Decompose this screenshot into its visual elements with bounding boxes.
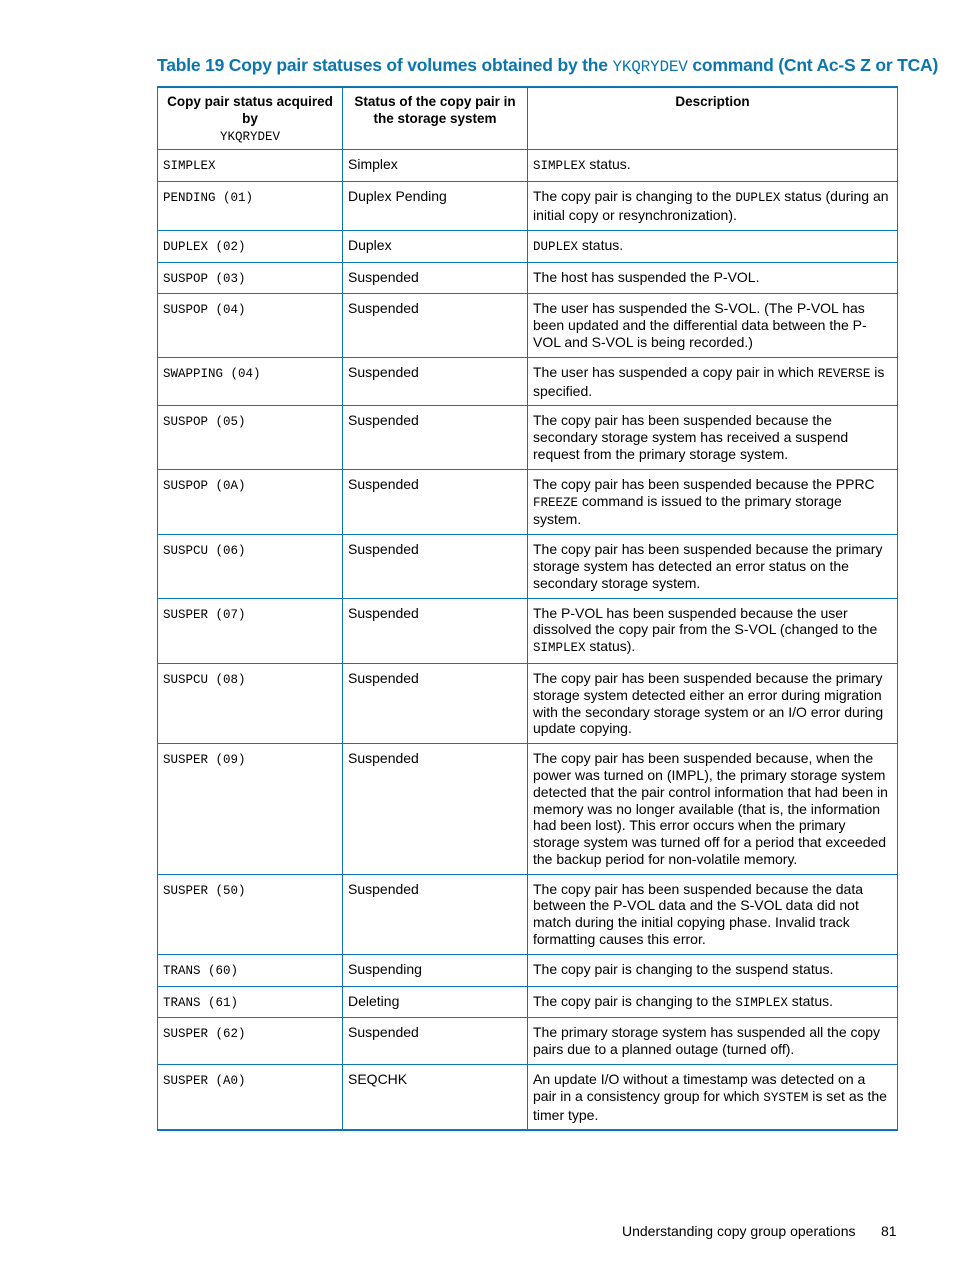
cell-storage-status: Duplex Pending: [343, 182, 528, 231]
description-text: The copy pair has been suspended because the data between the P-VOL data and the S-VOL data did not match during the initial copying phase. Invalid track formatting causes this error.: [533, 880, 864, 948]
cell-acquired-status: SUSPCU (06): [158, 535, 343, 598]
table-row: [158, 357, 898, 406]
description-text: is set as the timer type.: [533, 1087, 887, 1123]
description-code: SYSTEM: [763, 1090, 809, 1105]
description-text: status (during an initial copy or resynchronization).: [533, 188, 889, 223]
cell-description: [528, 874, 898, 954]
caption-suffix: command (Cnt Ac-S Z or TCA): [687, 55, 939, 75]
description-code: SIMPLEX: [533, 159, 586, 174]
table-row: [158, 406, 898, 469]
table-row: [158, 262, 898, 294]
header-acquired-status-code: YKQRYDEV: [219, 129, 280, 144]
cell-acquired-status: SUSPER (50): [158, 874, 343, 954]
cell-storage-status: Deleting: [343, 986, 528, 1018]
description-code: DUPLEX: [533, 239, 579, 254]
page-number: 81: [881, 1223, 897, 1239]
description-code: SIMPLEX: [533, 641, 586, 656]
cell-description: [528, 954, 898, 986]
description-text: The copy pair has been suspended because the primary storage system detected either an error during migration with the secondary storage system or an I/O error during update copying.: [533, 669, 884, 737]
header-storage-status: Status of the copy pair in the storage system: [343, 87, 528, 150]
cell-description: [528, 535, 898, 598]
cell-acquired-status: SUSPER (62): [158, 1018, 343, 1065]
cell-acquired-status: TRANS (60): [158, 954, 343, 986]
cell-description: [528, 469, 898, 534]
cell-acquired-status: SIMPLEX: [158, 150, 343, 182]
copy-pair-status-table: [157, 86, 898, 1131]
description-code: REVERSE: [817, 366, 871, 381]
cell-storage-status: Suspended: [343, 469, 528, 534]
cell-storage-status: Suspended: [343, 1018, 528, 1065]
cell-acquired-status: SUSPOP (05): [158, 406, 343, 469]
cell-storage-status: Simplex: [343, 150, 528, 182]
description-text: status).: [585, 638, 636, 655]
header-description: Description: [528, 87, 898, 150]
table-row: [158, 598, 898, 663]
description-text: status.: [585, 156, 631, 173]
description-text: The copy pair has been suspended because the secondary storage system has received a suspend request from the primary storage system.: [533, 412, 849, 462]
description-text: status.: [787, 992, 833, 1009]
description-text: status.: [578, 236, 624, 253]
table-row: [158, 150, 898, 182]
cell-acquired-status: SUSPER (07): [158, 598, 343, 663]
description-text: The copy pair is changing to the suspend status.: [533, 960, 834, 977]
cell-storage-status: Suspended: [343, 598, 528, 663]
table-row: [158, 182, 898, 231]
cell-description: [528, 230, 898, 262]
table-caption: [157, 55, 939, 76]
description-text: command is issued to the primary storage system.: [533, 492, 842, 528]
cell-storage-status: Suspended: [343, 294, 528, 357]
description-text: The user has suspended a copy pair in which: [533, 363, 818, 380]
header-acquired-status: [158, 87, 343, 150]
cell-description: [528, 406, 898, 469]
description-code: FREEZE: [533, 495, 579, 510]
cell-description: [528, 294, 898, 357]
cell-storage-status: Suspended: [343, 744, 528, 875]
cell-acquired-status: SUSPER (A0): [158, 1065, 343, 1131]
cell-storage-status: Suspended: [343, 535, 528, 598]
cell-description: [528, 744, 898, 875]
cell-description: [528, 663, 898, 743]
caption-prefix: Table 19 Copy pair statuses of volumes obtained by the: [157, 55, 613, 75]
table-row: [158, 1018, 898, 1065]
cell-acquired-status: SUSPOP (0A): [158, 469, 343, 534]
table-row: [158, 469, 898, 534]
cell-storage-status: Suspended: [343, 406, 528, 469]
description-text: The copy pair has been suspended because the primary storage system has detected an error status on the secondary storage system.: [533, 541, 883, 591]
footer-section-title: Understanding copy group operations: [622, 1223, 856, 1239]
description-text: The host has suspended the P-VOL.: [533, 268, 760, 285]
description-text: is specified.: [533, 363, 885, 399]
cell-storage-status: Suspended: [343, 262, 528, 294]
cell-description: [528, 182, 898, 231]
cell-storage-status: Suspended: [343, 357, 528, 406]
cell-storage-status: Suspending: [343, 954, 528, 986]
cell-acquired-status: TRANS (61): [158, 986, 343, 1018]
cell-acquired-status: SUSPOP (03): [158, 262, 343, 294]
cell-description: [528, 986, 898, 1018]
cell-acquired-status: SWAPPING (04): [158, 357, 343, 406]
table-row: [158, 535, 898, 598]
cell-storage-status: Duplex: [343, 230, 528, 262]
description-text: The primary storage system has suspended all the copy pairs due to a planned outage (turned off).: [533, 1024, 881, 1058]
table-row: [158, 954, 898, 986]
description-code: DUPLEX: [735, 191, 781, 206]
description-text: The copy pair has been suspended because the PPRC: [533, 475, 875, 492]
table-row: [158, 1065, 898, 1131]
cell-description: [528, 1065, 898, 1131]
cell-storage-status: SEQCHK: [343, 1065, 528, 1131]
cell-acquired-status: PENDING (01): [158, 182, 343, 231]
cell-acquired-status: DUPLEX (02): [158, 230, 343, 262]
table-row: [158, 294, 898, 357]
cell-storage-status: Suspended: [343, 663, 528, 743]
cell-description: [528, 262, 898, 294]
table-row: [158, 230, 898, 262]
cell-description: [528, 1018, 898, 1065]
cell-description: [528, 150, 898, 182]
cell-description: [528, 357, 898, 406]
header-acquired-status-text: Copy pair status acquired by: [167, 94, 333, 126]
cell-description: [528, 598, 898, 663]
description-code: SIMPLEX: [735, 995, 788, 1010]
cell-acquired-status: SUSPOP (04): [158, 294, 343, 357]
table-row: [158, 744, 898, 875]
table-row: [158, 874, 898, 954]
cell-acquired-status: SUSPCU (08): [158, 663, 343, 743]
description-text: The copy pair is changing to the: [533, 188, 736, 205]
description-text: The copy pair is changing to the: [533, 992, 736, 1009]
cell-acquired-status: SUSPER (09): [158, 744, 343, 875]
table-header-row: [158, 87, 898, 150]
table-row: [158, 663, 898, 743]
description-text: An update I/O without a timestamp was detected on a pair in a consistency group for which: [533, 1071, 866, 1104]
table-row: [158, 986, 898, 1018]
description-text: The user has suspended the S-VOL. (The P-VOL has been updated and the differential data between the P-VOL and S-VOL is being recorded.): [533, 300, 867, 350]
description-text: The P-VOL has been suspended because the user dissolved the copy pair from the S-VOL (changed to the: [533, 604, 878, 638]
caption-command: YKQRYDEV: [612, 58, 688, 76]
description-text: The copy pair has been suspended because, when the power was turned on (IMPL), the primary storage system detected that the pair control information that had been in memory was no longer available (that is, the information had been lost). This error occurs when the primary storage system was turned off for a period that exceeded the backup period for non-volatile memory.: [533, 750, 888, 867]
cell-storage-status: Suspended: [343, 874, 528, 954]
